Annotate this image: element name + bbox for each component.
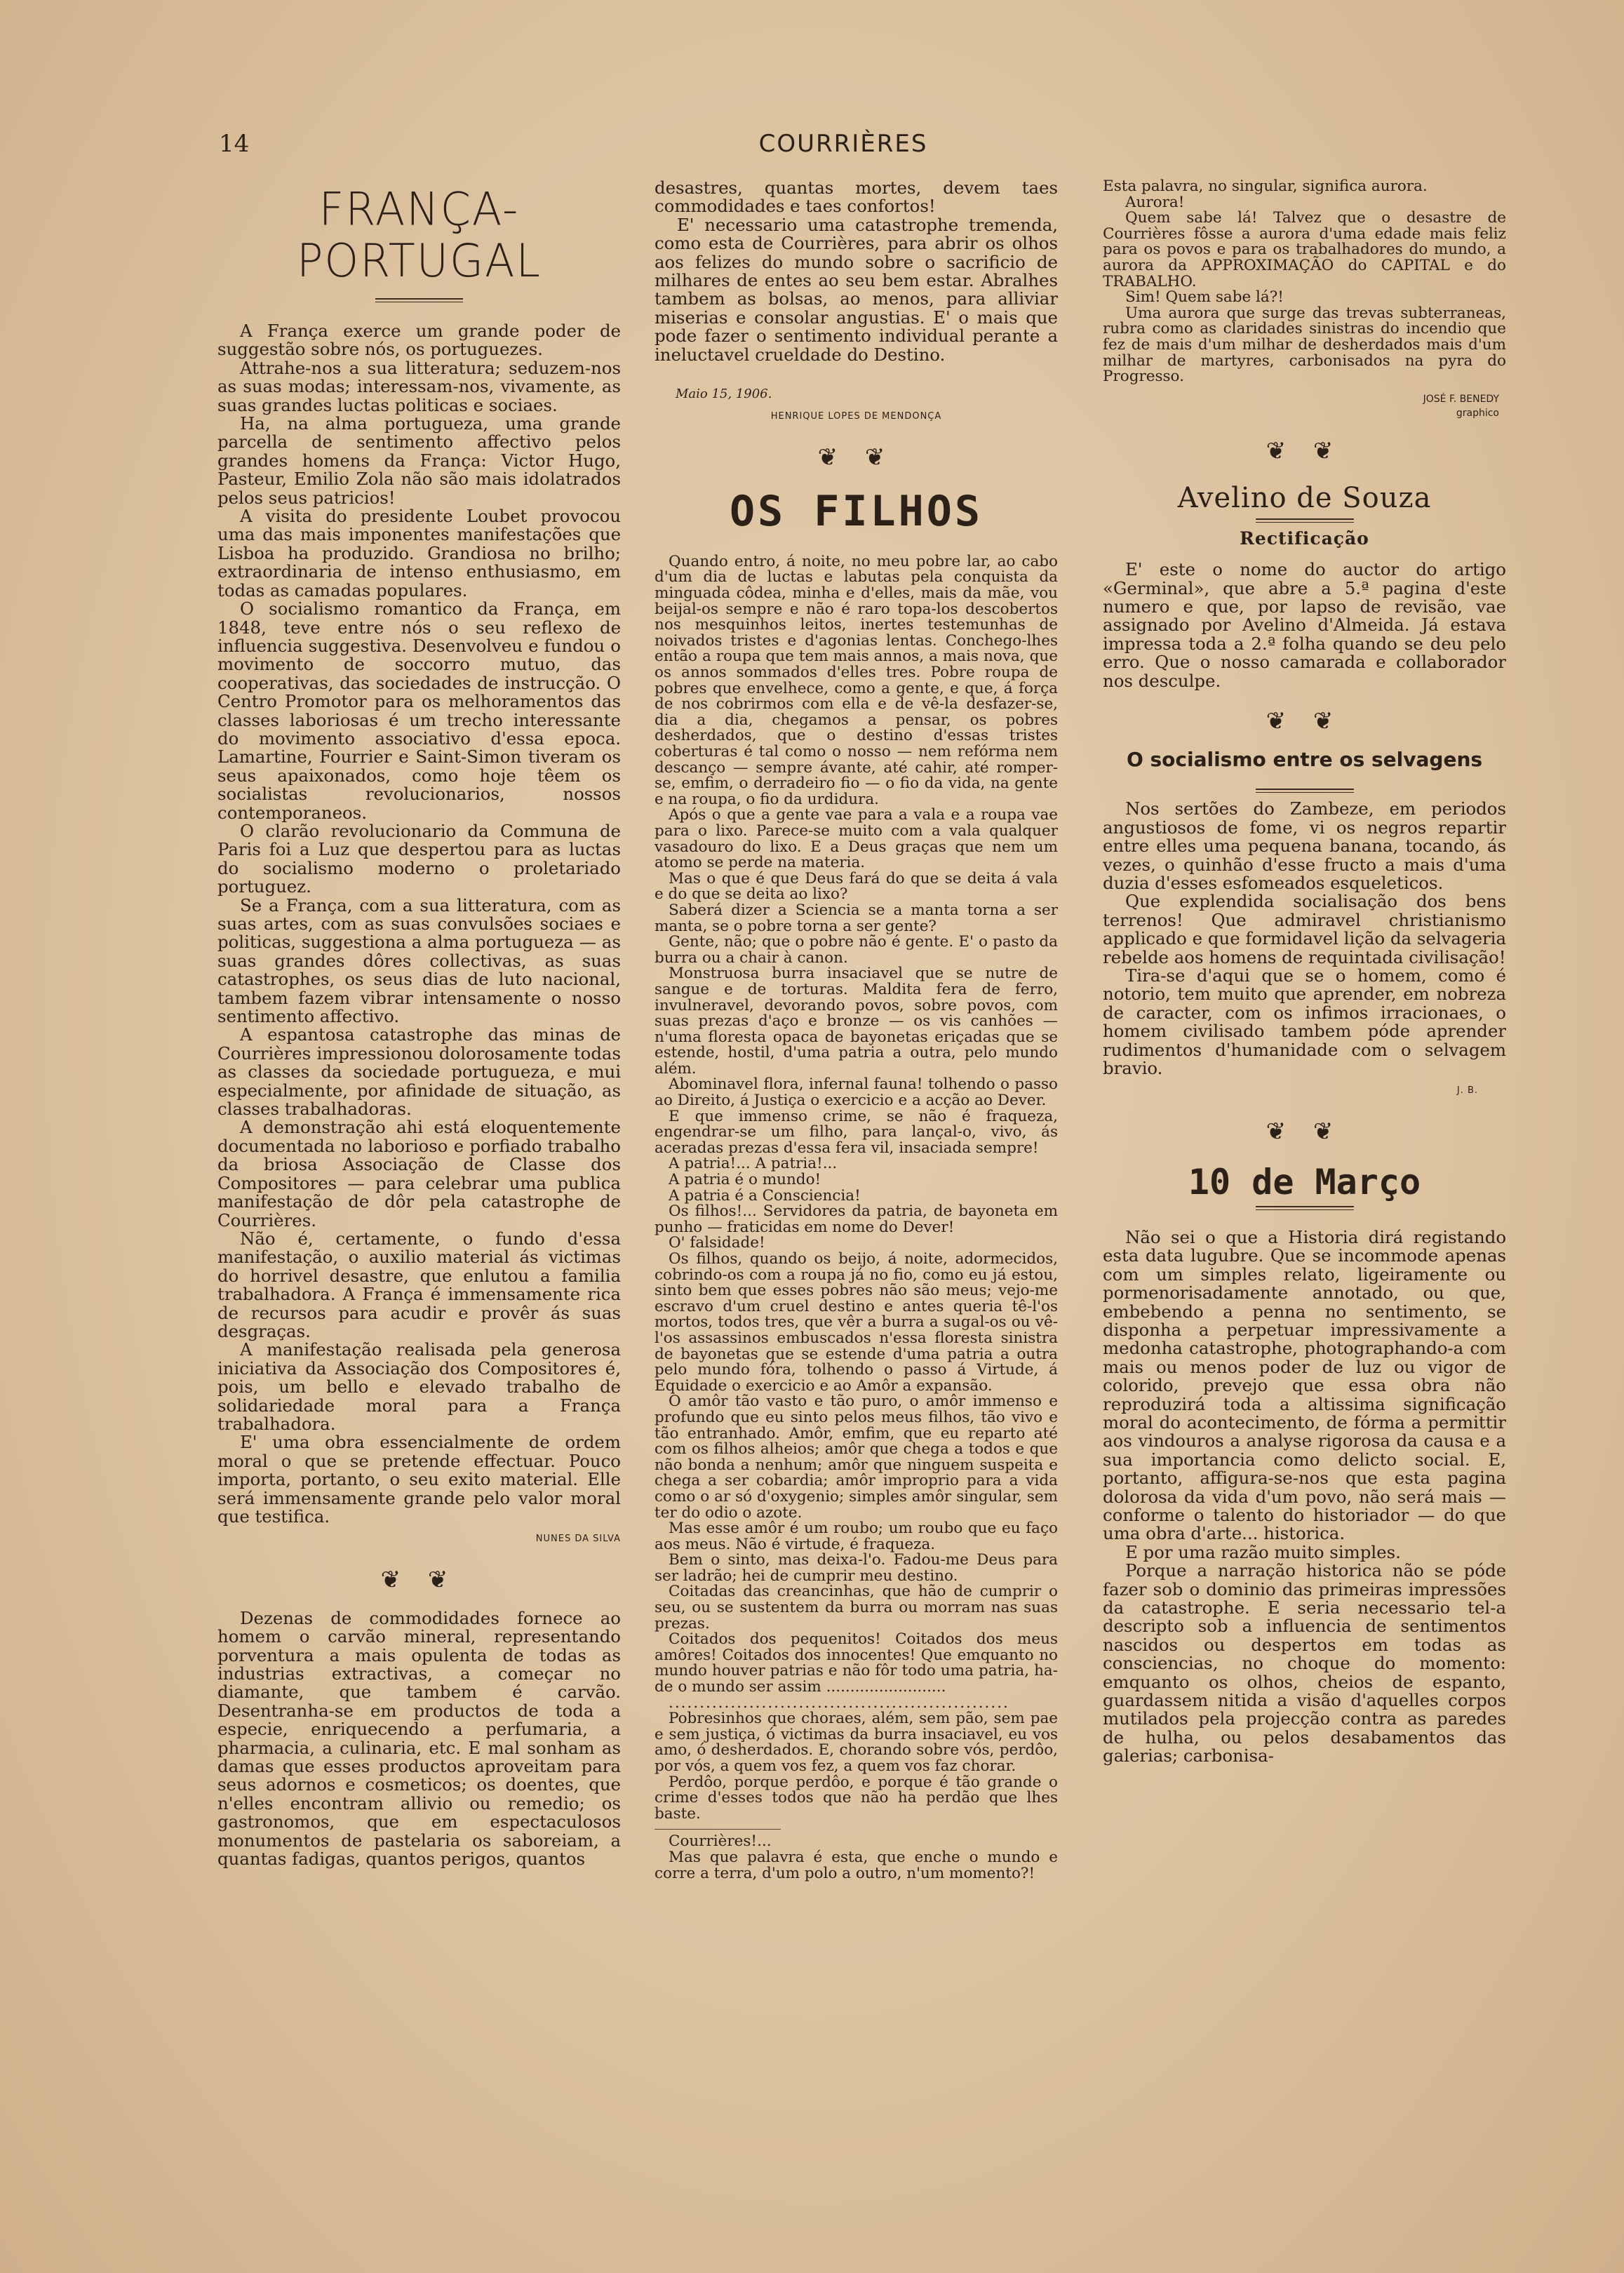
article-title-franca-portugal: FRANÇA-PORTUGAL: [296, 182, 542, 288]
column-3: [1103, 179, 1506, 1989]
paragraph: A patria!... A patria!...: [669, 1155, 838, 1173]
paragraph: Coitadas das creancinhas, que hão de cumprir o seu, ou se sustentem da burra ou morram nas suas prezas.: [655, 1583, 1058, 1632]
page-number: 14: [219, 130, 250, 158]
article-title-avelino-de-souza: Avelino de Souza: [1177, 481, 1432, 514]
fleuron-ornament: ❦ ❦: [1266, 436, 1343, 465]
masthead: COURRIÈRES: [758, 130, 928, 158]
paragraph: Os filhos!... Servidores da patria, de bayoneta em punho — fraticidas em nome do Dever!: [655, 1202, 1058, 1236]
article-title-10-de-marco: 10 de Março: [1188, 1161, 1421, 1202]
paragraph: Porque a narração historica não se póde fazer sob o dominio das primeiras impressões da catastrophe. E seria necessario tel-a descripto sob a influencia de sentimentos nascidos ou despertos em todas as consciencias, no choque do momento: emquanto os olhos, cheios de espanto, guardassem nitida a visão d'aquelles corpos mutilados pela projecção contra as paredes de hulha, ou pelos desabamentos das galerias; carbonisa-: [1103, 1560, 1506, 1766]
paragraph: O socialismo romantico da França, em 1848, teve entre nós o seu reflexo de influencia suggestiva. Desenvolveu e fundou o movimento de soccorro mutuo, das cooperativas, das sociedades de instrucção. O Centro Promotor para os melhoramentos das classes laboriosas é um trecho interessante do movimento associativo d'essa epoca. Lamartine, Fourrier e Saint-Simon tiveram os seus apaixonados, como hoje têem os socialistas revolucionarios, nossos contemporaneos.: [217, 598, 621, 823]
paragraph: Aurora!: [1125, 193, 1185, 211]
signature-jb: J. B.: [1456, 1085, 1478, 1097]
paragraph: E por uma razão muito simples.: [1125, 1541, 1401, 1562]
paragraph: Mas o que é que Deus fará do que se deita á vala e do que se deita ao lixo?: [655, 869, 1058, 904]
title-rule: [1256, 518, 1354, 523]
title-rule: [375, 298, 463, 302]
paragraph: E' este o nome do auctor do artigo «Germinal», que abre a 5.ª pagina d'este numero e que, por lapso de revisão, vae assignado por Avelino d'Almeida. Já estava impressa toda a 2.ª folha quando se deu pelo erro. Que o nosso camarada e collaborador nos desculpe.: [1103, 559, 1506, 691]
paragraph: A visita do presidente Loubet provocou uma das mais imponentes manifestações que Lisboa ha produzido. Grandiosa no brilho; extraordinaria de intenso enthusiasmo, em todas as camadas populares.: [217, 506, 621, 601]
paragraph: desastres, quantas mortes, devem taes commodidades e taes confortos!: [655, 179, 1058, 217]
paragraph: A França exerce um grande poder de suggestão sobre nós, os portuguezes.: [217, 321, 621, 360]
paragraph: Quando entro, á noite, no meu pobre lar, ao cabo d'um dia de luctas e labutas pela conquista da minguada côdea, minha e d'elles, mais da mãe, vou beijal-os sempre e não é raro topa-los descobertos nos mesquinhos leitos, inertes testemunhas de noivados tristes e d'agonias lentas. Conchego-lhes então a roupa que tem mais annos, a mais nova, que os annos sommados d'elles tres. Pobre roupa de pobres que envelhece, como a gente, e que, á força de nos cobrirmos com ella e de vê-la desfazer-se, dia a dia, chegamos a pensar, os pobres desherdados, que o destino d'essas tristes coberturas é tal como o nosso — nem refórma nem descanço — sempre ávante, até cahir, até romper-se, emfim, o derradeiro fio — o fio da vida, na gente e na roupa, o fio da urdidura.: [655, 552, 1058, 808]
separator-rule: [655, 1829, 781, 1830]
paragraph: Dezenas de commodidades fornece ao homem o carvão mineral, representando porventura a mais opulenta de todas as industrias extractivas, a começar no diamante, que tambem é carvão. Desentranha-se em productos de toda a especie, enriquecendo a perfumaria, a pharmacia, a culinaria, etc. E mal sonham as damas que esses productos aproveitam para seus adornos e cosmeticos; os doentes, que n'elles encontram allivio ou remedio; os gastronomos, que em espectaculosos monumentos de pastelaria os saboreiam, a quantas fadigas, quantos perigos, quantos: [217, 1607, 621, 1870]
paragraph: Após o que a gente vae para a vala e a roupa vae para o lixo. Parece-se muito com a vala qualquer vasadouro do lixo. E a Deus graças que nem um atomo se perde na materia.: [655, 806, 1058, 872]
paragraph: Uma aurora que surge das trevas subterraneas, rubra como as claridades sinistras do incendio que fez de mais d'um milhar de desherdados mais d'um milhar de martyres, carbonisados na pyra do Progresso.: [1103, 304, 1506, 386]
paragraph: A patria é o mundo!: [669, 1171, 821, 1189]
paragraph: A espantosa catastrophe das minas de Courrières impressionou dolorosamente todas as classes da sociedade portugueza, e mui especialmente, por afinidade de situação, as classes trabalhadoras.: [217, 1024, 621, 1120]
dateline-signature-row: [655, 364, 1058, 403]
paragraph: O amôr tão vasto e tão puro, o amôr immenso e profundo que eu sinto pelos meus filhos, tão vivo e tão entranhado. Amôr, emfim, que eu reparto até com os filhos alheios; amôr que chega a todos e que não bonda a nenhum; amôr que ninguem suspeita e chega a ser cobardia; amôr improprio para a vida como o ar só d'oxygenio; simples amôr singular, sem ter do odio o azote.: [655, 1393, 1058, 1522]
signature-role: graphico: [1456, 407, 1499, 419]
paragraph: Monstruosa burra insaciavel que se nutre de sangue e de torturas. Maldita fera de ferro, invulneravel, devorando povos, sobre povos, com suas prezas d'aço e bronze — os vis canhões — n'uma floresta opaca de bayonetas eriçadas que se estende, hostil, d'uma patria a outra, pelo mundo além.: [655, 965, 1058, 1078]
article-continuation: [1103, 179, 1506, 385]
fleuron-ornament: ❦ ❦: [817, 443, 895, 471]
title-rule: [1256, 789, 1354, 793]
paragraph: Se a França, com a sua litteratura, com as suas artes, com as suas convulsões sociaes e politicas, suggestiona a alma portugueza — as suas grandes dôres collectivas, as suas catastrophes, os seus dias de luto nacional, tambem fazem vibrar intensamente o nosso sentimento affectivo.: [217, 894, 621, 1027]
paragraph: Mas esse amôr é um roubo; um roubo que eu faço aos meus. Não é virtude, é fraqueza.: [655, 1520, 1058, 1553]
paragraph: E' necessario uma catastrophe tremenda, como esta de Courrières, para abrir os olhos aos felizes do mundo sobre o sacrificio de milhares de entes ao seu bem estar. Abralhes tambem as bolsas, ao menos, para alliviar miserias e consolar angustias. E' o mais que pode fazer o sentimento individual perante a ineluctavel crueldade do Destino.: [655, 214, 1058, 365]
paragraph: Sim! Quem sabe lá?!: [1125, 288, 1284, 307]
paragraph: Pobresinhos que choraes, além, sem pão, sem pae e sem justiça, ó victimas da burra insaciavel, eu vos amo, ó desherdados. E, chorando sobre vós, perdôo, por vós, a quem vos fez, a quem vos faz chorar.: [655, 1710, 1058, 1775]
paragraph: Saberá dizer a Sciencia se a manta torna a ser manta, se o pobre torna a ser gente?: [655, 901, 1058, 935]
column-1: [217, 179, 621, 1989]
paragraph: Os filhos, quando os beijo, á noite, adormecidos, cobrindo-os com a roupa já no fio, como eu já estou, sinto bem que esses pobres não são meus; vejo-me escravo d'um cruel destino e antes queria tê-l'os mortos, todos tres, que vêr a burra a sugal-os ou vê-l'os assassinos embuscados n'essa floresta sinistra de bayonetas que se estende d'uma patria a outra pelo mundo fóra, tolhendo o passo á Virtude, á Equidade o exercicio e ao Amôr a expansão.: [655, 1250, 1058, 1395]
fleuron-ornament: ❦ ❦: [1266, 706, 1343, 735]
article-title-os-filhos: OS FILHOS: [729, 486, 984, 536]
signature-name: JOSÉ F. BENEDY: [1423, 393, 1499, 405]
paragraph: Não é, certamente, o fundo d'essa manifestação, o auxilio material ás victimas do horrivel desastre, que enlutou a familia trabalhadora. A França é immensamente rica de recursos para acudir e provêr ás suas desgraças.: [217, 1228, 621, 1341]
paragraph: Ha, na alma portugueza, uma grande parcella de sentimento affectivo pelos grandes homens da França: Victor Hugo, Pasteur, Emilio Zola não são mais idolatrados pelos seus patricios!: [217, 413, 621, 508]
paragraph: Bem o sinto, mas deixa-l'o. Fadou-me Deus para ser ladrão; hei de cumprir meu destino.: [655, 1551, 1058, 1585]
paragraph: Nos sertões do Zambeze, em periodos angustiosos de fome, vi os negros repartir entre elles uma pequena banana, tocando, ás vezes, o quinhão d'esse fructo a mais d'uma duzia d'esses esfomeados esqueleticos.: [1103, 798, 1506, 893]
column-2: [655, 179, 1058, 1989]
paragraph: Coitados dos pequenitos! Coitados dos meus amôres! Coitados dos innocentes! Que emquanto no mundo houver patrias e não fôr todo uma patria, ha-de o mundo ser assim .........................: [655, 1630, 1058, 1696]
paragraph: Tira-se d'aqui que se o homem, como é notorio, tem muito que aprender, em nobreza de caracter, com os infimos irracionaes, o homem civilisado tambem póde aprender rudimentos d'humanidade com o selvagem bravio.: [1103, 965, 1506, 1079]
fleuron-ornament: ❦ ❦: [380, 1565, 458, 1594]
paragraph: Attrahe-nos a sua litteratura; seduzem-nos as suas modas; interessam-nos, vivamente, as suas grandes luctas politicas e sociaes.: [217, 357, 621, 415]
paragraph: A manifestação realisada pela generosa iniciativa da Associação dos Compositores é, pois, um bello e elevado trabalho de solidariedade moral para a França trabalhadora.: [217, 1339, 621, 1434]
article-title-socialismo-selvagens: O socialismo entre os selvagens: [1126, 747, 1483, 771]
signature-jose-benedy: [1103, 392, 1499, 420]
paragraph: O' falsidade!: [669, 1234, 765, 1252]
paragraph: Quem sabe lá! Talvez que o desastre de Courrières fôsse a aurora d'uma edade mais feliz para os povos e para os trabalhadores do mundo, a aurora da APPROXIMAÇÃO do CAPITAL e do TRABALHO.: [1103, 209, 1506, 290]
paragraph: Que explendida socialisação dos bens terrenos! Que admiravel christianismo applicado e que formidavel lição da selvageria rebelde aos homens de requintada civilisação!: [1103, 891, 1506, 967]
paragraph: O clarão revolucionario da Communa de Paris foi a Luz que despertou para as luctas do socialismo moderno o proletariado portuguez.: [217, 820, 621, 897]
paragraph: Não sei o que a Historia dirá registando esta data lugubre. Que se incommode apenas com um simples relato, ligeiramente ou pormenorisadamente annotado, ou que, embebendo a penna no sentimento, se disponha a perpetuar impressivamente a medonha catastrophe, photographando-a com mais ou menos poder de luz ou vigor de colorido, prevejo que essa obra não reproduzirá toda a altissima significação moral do acontecimento, de fórma a permittir aos vindouros a analyse rigorosa da causa e a sua importancia como delicto social. E, portanto, affigura-se-nos que esta pagina dolorosa da vida d'um povo, não será mais — conforme o talento do historiador — do que uma obra d'arte... historica.: [1103, 1226, 1506, 1544]
paragraph: A patria é a Consciencia!: [669, 1186, 861, 1205]
paragraph: E que immenso crime, se não é fraqueza, engendrar-se um filho, para lançal-o, vivo, ás aceradas prezas d'essa fera vil, insaciada sempre!: [655, 1107, 1058, 1157]
fleuron-ornament: ❦ ❦: [1266, 1117, 1343, 1146]
signature-lopes-de-mendonca: HENRIQUE LOPES DE MENDONÇA: [770, 411, 942, 422]
paragraph: Courrières!...: [669, 1832, 772, 1851]
ellipsis-line: .......................................................: [669, 1694, 1009, 1712]
page-header: [219, 130, 1468, 165]
paragraph: Mas que palavra é esta, que enche o mundo e corre a terra, d'um polo a outro, n'um momento?!: [655, 1848, 1058, 1882]
signature-nunes-da-silva: NUNES DA SILVA: [535, 1534, 621, 1545]
paragraph: E' uma obra essencialmente de ordem moral o que se pretende effectuar. Pouco importa, portanto, o seu exito material. Elle será immensamente grande pelo valor moral que testifica.: [217, 1432, 621, 1527]
paragraph: Perdôo, porque perdôo, e porque é tão grande o crime d'esses todos que não ha perdão que lhes baste.: [655, 1773, 1058, 1823]
paragraph: Abominavel flora, infernal fauna! tolhendo o passo ao Direito, á Justiça o exercicio e a acção ao Dever.: [655, 1075, 1058, 1110]
paragraph: Gente, não; que o pobre não é gente. E' o pasto da burra ou a chair à canon.: [655, 933, 1058, 967]
paragraph: Esta palavra, no singular, significa aurora.: [1103, 179, 1428, 195]
dateline: Maio 15, 1906.: [676, 387, 772, 402]
subhead-rectificacao: Rectificação: [1240, 528, 1369, 549]
paragraph: A demonstração ahi está eloquentemente documentada no laborioso e porfiado trabalho da briosa Associação de Classe dos Compositores — para celebrar uma publica manifestação de dôr pela catastrophe de Courrières.: [217, 1117, 621, 1231]
title-rule: [1256, 1206, 1354, 1210]
article-body-os-filhos: [655, 554, 1058, 1882]
